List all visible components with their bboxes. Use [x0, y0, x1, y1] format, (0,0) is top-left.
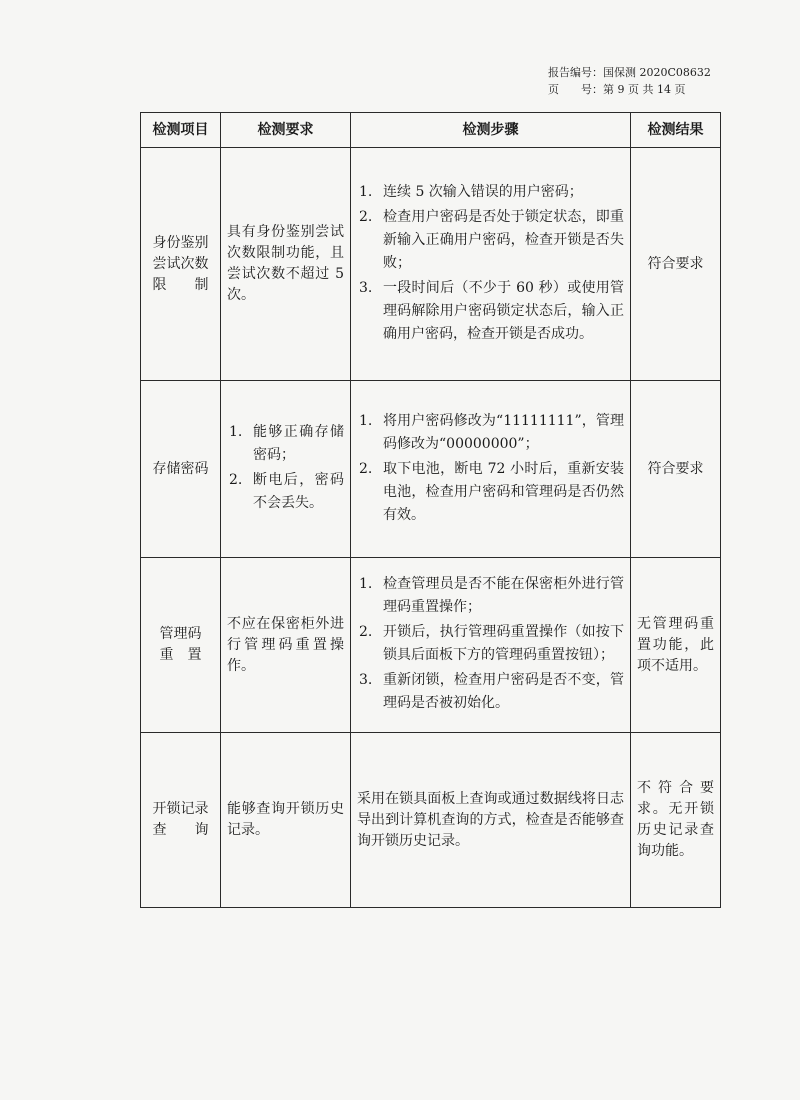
step-number: 1. — [359, 412, 373, 429]
step-number: 2. — [359, 624, 373, 640]
item-cell — [141, 558, 221, 733]
column-header-requirement: 检测要求 — [221, 113, 351, 148]
step-text: 检查管理员是否不能在保密柜外进行管理码重置操作； — [383, 576, 624, 615]
report-number-line — [548, 64, 711, 81]
steps-list — [357, 573, 624, 715]
step-number: 1. — [359, 576, 373, 592]
list-item — [357, 181, 624, 204]
step-text: 一段时间后（不少于 60 秒）或使用管理码解除用户密码锁定状态后，输入正确用户密码，检查开锁是否成功。 — [383, 279, 624, 342]
step-text: 将用户密码修改为“11111111”，管理码修改为“00000000”； — [383, 412, 624, 452]
steps-cell — [351, 558, 631, 733]
steps-cell — [351, 381, 631, 558]
list-item — [357, 669, 624, 715]
requirement-text: 能够正确存储密码； — [253, 424, 344, 463]
list-item — [357, 206, 624, 275]
step-number: 3. — [359, 672, 373, 688]
column-header-steps: 检测步骤 — [351, 113, 631, 148]
requirement-cell: 不应在保密柜外进行管理码重置操作。 — [221, 558, 351, 733]
step-text: 重新闭锁，检查用户密码是否不变，管理码是否被初始化。 — [383, 672, 624, 711]
result-cell: 无管理码重置功能，此项不适用。 — [631, 558, 721, 733]
step-number: 2. — [359, 460, 373, 477]
result-cell: 不符合要求。无开锁历史记录查询功能。 — [631, 733, 721, 908]
steps-list — [357, 410, 624, 527]
result-cell: 符合要求 — [631, 381, 721, 558]
item-text-line: 存储密码 — [152, 460, 209, 477]
table-header-row — [141, 113, 721, 148]
column-header-item: 检测项目 — [141, 113, 221, 148]
table-row — [141, 558, 721, 733]
step-number: 3. — [359, 279, 373, 296]
step-number: 2. — [359, 208, 373, 225]
item-cell — [141, 381, 221, 558]
report-number-label: 报告编号： — [548, 66, 603, 79]
item-text-line: 查 询 — [152, 822, 209, 838]
list-item — [227, 469, 344, 515]
item-text-line: 尝试次数 — [152, 255, 209, 272]
page-number-line — [548, 81, 711, 98]
item-text-line: 身份鉴别 — [152, 234, 209, 251]
list-item — [227, 421, 344, 467]
item-text-line: 重 置 — [159, 647, 202, 663]
item-text-line: 限 制 — [152, 276, 209, 293]
item-text-line: 管理码 — [159, 626, 202, 642]
list-item — [357, 573, 624, 619]
steps-cell: 采用在锁具面板上查询或通过数据线将日志导出到计算机查询的方式，检查是否能够查询开锁历史记录。 — [351, 733, 631, 908]
report-header — [548, 64, 711, 98]
list-item — [357, 621, 624, 667]
item-text-line: 开锁记录 — [152, 801, 209, 817]
test-result-table — [140, 112, 721, 908]
step-text: 连续 5 次输入错误的用户密码； — [383, 183, 583, 200]
item-cell — [141, 733, 221, 908]
step-text: 开锁后，执行管理码重置操作（如按下锁具后面板下方的管理码重置按钮）； — [383, 624, 624, 663]
result-cell: 符合要求 — [631, 148, 721, 381]
requirement-cell — [221, 381, 351, 558]
page-number-value: 第 9 页 共 14 页 — [603, 83, 686, 96]
step-number: 1. — [359, 183, 373, 200]
page-number-label: 页 号： — [548, 83, 603, 96]
requirement-number: 1. — [229, 424, 243, 440]
list-item — [357, 277, 624, 346]
requirement-cell: 具有身份鉴别尝试次数限制功能，且尝试次数不超过 5 次。 — [221, 148, 351, 381]
requirement-list — [227, 421, 344, 515]
list-item — [357, 410, 624, 456]
step-text: 检查用户密码是否处于锁定状态，即重新输入正确用户密码，检查开锁是否失败； — [383, 208, 624, 271]
step-text: 取下电池，断电 72 小时后，重新安装电池，检查用户密码和管理码是否仍然有效。 — [383, 460, 624, 523]
requirement-text: 断电后，密码不会丢失。 — [253, 472, 344, 511]
column-header-result: 检测结果 — [631, 113, 721, 148]
requirement-cell: 能够查询开锁历史记录。 — [221, 733, 351, 908]
table-row — [141, 148, 721, 381]
table-row — [141, 381, 721, 558]
steps-list — [357, 181, 624, 346]
report-number-value: 国保测 2020C08632 — [603, 66, 711, 79]
steps-cell — [351, 148, 631, 381]
list-item — [357, 458, 624, 527]
requirement-number: 2. — [229, 472, 243, 488]
item-cell — [141, 148, 221, 381]
table-row — [141, 733, 721, 908]
